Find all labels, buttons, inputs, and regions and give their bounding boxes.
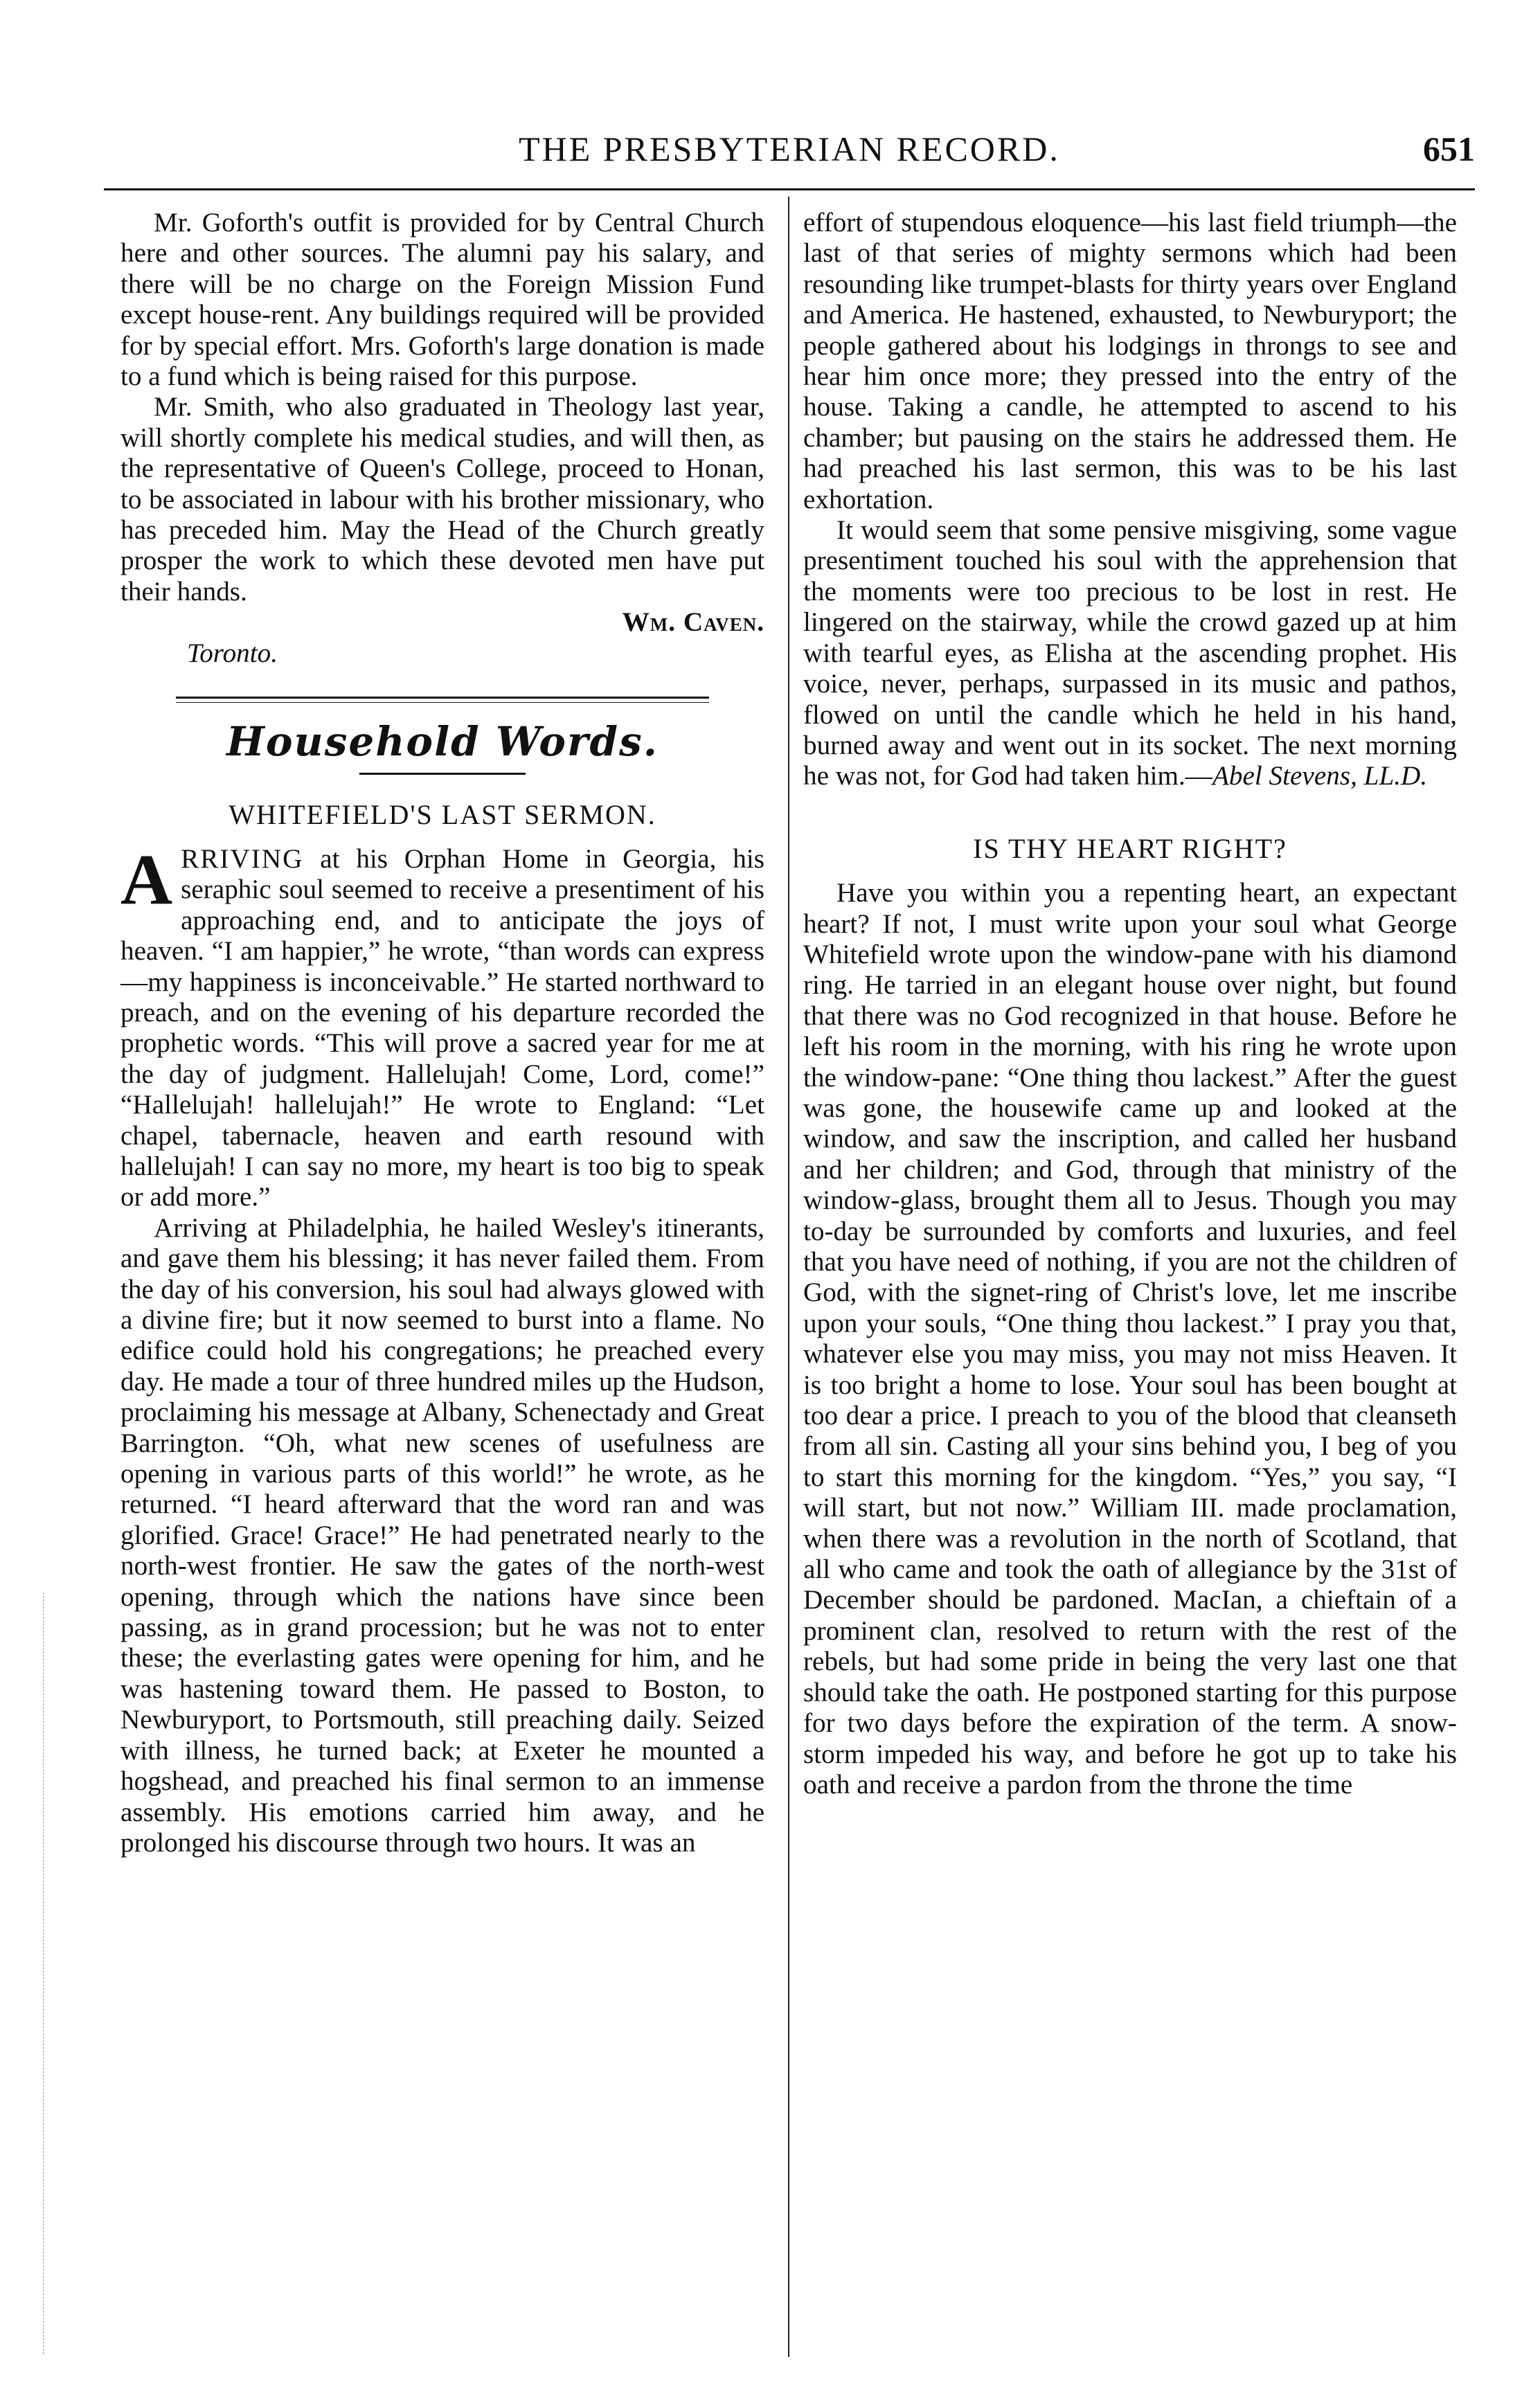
section-divider bbox=[176, 697, 709, 703]
signature-line bbox=[120, 607, 764, 638]
left-column bbox=[120, 208, 764, 1858]
paragraph-continued: effort of stupendous eloquence—his last field triumph—the last of that series of mighty sermons which had been resounding like trumpet-blasts for thirty years over England and America. He hastened, exhausted, to Newburyport; the people gathered about his lodgings in throngs to see and hear him once more; they pressed into the entry of the house. Taking a candle, he attempted to ascend to his chamber; but pausing on the stairs he addressed them. He had preached his last sermon, this was to be his last exhortation. bbox=[803, 208, 1457, 514]
article-gap bbox=[803, 792, 1457, 834]
paragraph-arriving-philadelphia: Arriving at Philadelphia, he hailed Wesley's itinerants, and gave them his blessing; it has never failed them. From the day of his conversion, his soul had always glowed with a divine fire; but it now seemed to burst into a flame. No edifice could hold his congregations; he preached every day. He made a tour of three hundred miles up the Hudson, proclaiming his message at Albany, Schenectady and Great Barrington. “Oh, what new scenes of usefulness are opening in various parts of this world!” he wrote, as he returned. “I heard afterward that the word ran and was glorified. Grace! Grace!” He had penetrated nearly to the north-west frontier. He saw the gates of the north-west opening, through which the nations have since been passing, as in grand procession; but he was not to enter these; the everlasting gates were opening for him, and he was hastening toward them. He passed to Boston, to Newburyport, to Portsmouth, still preaching daily. Seized with illness, he turned back; at Exeter he mounted a hogshead, and preached his final sermon to an immense assembly. His emotions carried him away, and he prolonged his discourse through two hours. It was an bbox=[120, 1212, 764, 1858]
lead-word: RRIVING bbox=[181, 843, 304, 874]
paragraph-goforth-outfit: Mr. Goforth's outfit is provided for by Central Church here and other sources. The alumni pay his salary, and there will be no charge on the Foreign Mission Fund except house-rent. Any buildings required will be provided for by special effort. Mrs. Goforth's large donation is made to a fund which is being raised for this purpose. bbox=[120, 208, 764, 392]
page-number: 651 bbox=[1423, 129, 1475, 168]
margin-mark bbox=[43, 1593, 44, 2354]
paragraph-text: at his Orphan Home in Georgia, his seraphic soul seemed to receive a presentiment of his approaching end, and to anticipate the joys of heaven. “I am happier,” he wrote, “than words can express—my happiness is inconceivable.” He started northward to preach, and on the evening of his departure recorded the prophetic words. “This will prove a sacred year for me at the day of judgment. Hallelujah! Come, Lord, come!” “Hallelujah! hallelujah!” He wrote to England: “Let chapel, tabernacle, heaven and earth resound with hallelujah! I can say no more, my heart is too big to speak or add more.” bbox=[120, 843, 764, 1212]
section-title: Household Words. bbox=[226, 718, 659, 766]
place-line: Toronto. bbox=[187, 638, 278, 668]
article-title-whitefield: WHITEFIELD'S LAST SERMON. bbox=[229, 798, 656, 830]
running-title: THE PRESBYTERIAN RECORD. bbox=[519, 129, 1060, 168]
column-divider bbox=[788, 197, 789, 2357]
paragraph-repenting-heart: Have you within you a repenting heart, an expectant heart? If not, I must write upon your soul what George Whitefield wrote upon the window-pane with his diamond ring. He tarried in an elegant house over night, but found that there was no God recognized in that house. Before he left his room in the morning, with his ring he wrote upon the window-pane: “One thing thou lackest.” After the guest was gone, the housewife came up and looked at the window, and saw the inscription, and called her husband and her children; and God, through that ministry of the window-glass, brought them all to Jesus. Though you may to-day be surrounded by comforts and luxuries, and feel that you have need of nothing, if you are not the children of God, with the signet-ring of Christ's love, let me inscribe upon your souls, “One thing thou lackest.” I pray you that, whatever else you may miss, you may not miss Heaven. It is too bright a home to lose. Your soul has been bought at too dear a price. I preach to you of the blood that cleanseth from all sin. Casting all your sins behind you, I beg of you to start this morning for the kingdom. “Yes,” you say, “I will start, but not now.” William III. made proclamation, when there was a revolution in the north of Scotland, that all who came and took the oath of allegiance by the 31st of December should be pardoned. MacIan, a chieftain of a prominent clan, resolved to return with the rest of the rebels, but had some pride in being the very last one that should take the oath. He postponed starting for this purpose for two days before the expiration of the term. A snow-storm impeded his way, and before he got up to take his oath and receive a pardon from the throne the time bbox=[803, 878, 1457, 1800]
drop-cap: A bbox=[120, 839, 173, 920]
article-title-heart-right: IS THY HEART RIGHT? bbox=[973, 832, 1287, 864]
paragraph-text: It would seem that some pensive misgiving, some vague presentiment touched his soul with the apprehension that the moments were too precious to be lost in rest. He lingered on the stairway, while the crowd gazed up at him with tearful eyes, as Elisha at the ascending prophet. His voice, never, perhaps, surpassed in its music and pathos, flowed on until the candle which he held in his hand, burned away and went out in its socket. The next morning he was not, for God had taken him.— bbox=[803, 515, 1457, 791]
page-header bbox=[104, 129, 1475, 177]
article-author: Abel Stevens, LL.D. bbox=[1212, 761, 1428, 791]
header-rule bbox=[104, 188, 1475, 190]
paragraph-misgiving bbox=[803, 515, 1457, 792]
signature: Wm. Caven. bbox=[622, 607, 764, 638]
paragraph-arriving-georgia bbox=[120, 839, 764, 1213]
right-column bbox=[803, 208, 1457, 1800]
paragraph-mr-smith: Mr. Smith, who also graduated in Theology last year, will shortly complete his medical studies, and will then, as the representative of Queen's College, proceed to Honan, to be associated in labour with his brother missionary, who has preceded him. May the Head of the Church greatly prosper the work to which these devoted men have put their hands. bbox=[120, 392, 764, 607]
section-short-rule bbox=[359, 773, 526, 775]
